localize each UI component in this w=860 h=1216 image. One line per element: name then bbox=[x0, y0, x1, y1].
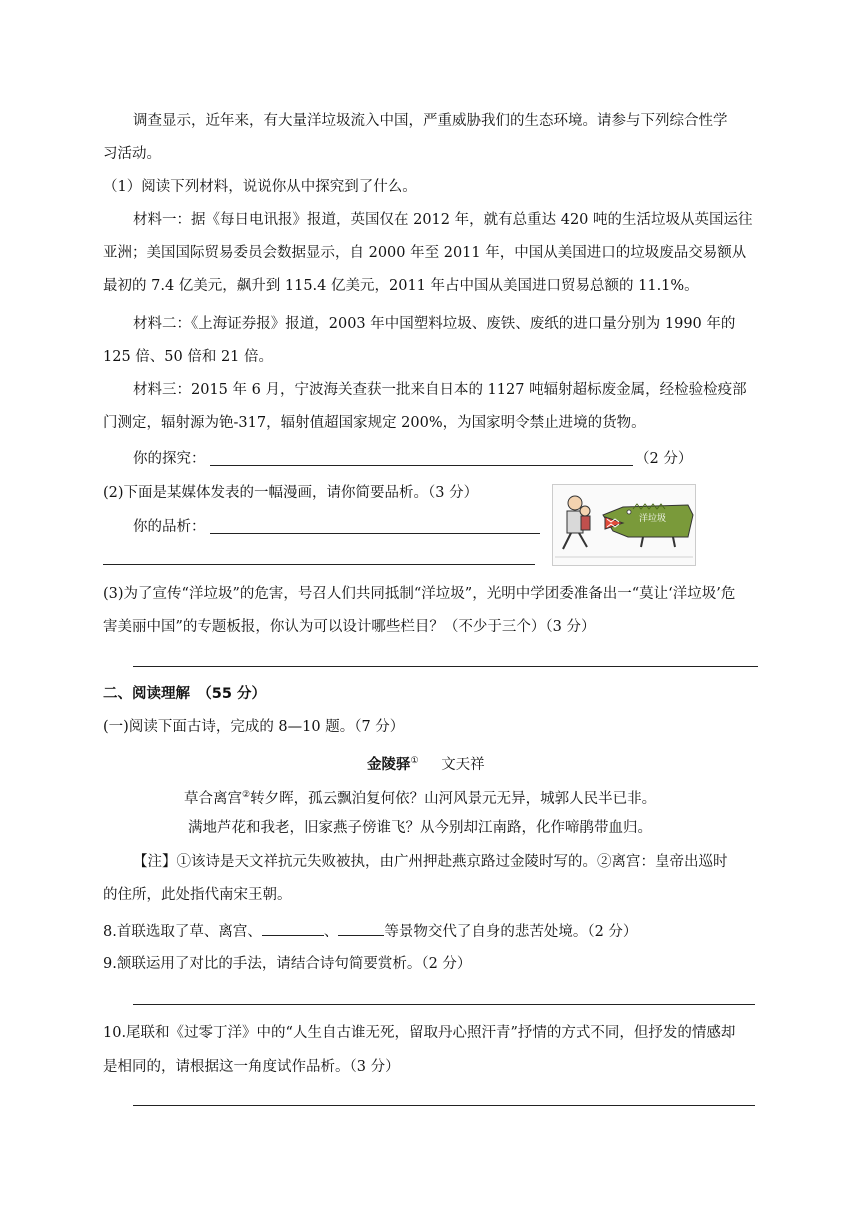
poem-line-1-a: 草合离宫 bbox=[184, 790, 242, 807]
q2-prompt: (2)下面是某媒体发表的一幅漫画，请你简要品析。（3 分） bbox=[103, 485, 479, 501]
material-3-line-1: 材料三：2015 年 6 月，宁波海关查获一批来自日本的 1127 吨辐射超标废金属，经检验检疫部 bbox=[133, 382, 747, 398]
notes-line-1: 【注】①该诗是天文祥抗元失败被执，由广州押赴燕京路过金陵时写的。②离宫：皇帝出巡时 bbox=[133, 854, 728, 870]
poem-title-note: ① bbox=[410, 756, 419, 766]
q2-answer-label: 你的品析： bbox=[133, 519, 206, 535]
cartoon-text: 洋垃圾 bbox=[639, 514, 667, 524]
q10-line-1: 10.尾联和《过零丁洋》中的“人生自古谁无死，留取丹心照汗青”抒情的方式不同，但抒发的情感却 bbox=[103, 1025, 736, 1041]
section-sub-heading: (一)阅读下面古诗，完成的 8—10 题。（7 分） bbox=[103, 719, 405, 735]
cartoon-image bbox=[552, 484, 696, 566]
section-heading: 二、阅读理解 （55 分） bbox=[103, 686, 266, 702]
material-3-line-2: 门测定，辐射源为铯-317，辐射值超国家规定 200%，为国家明令禁止进境的货物。 bbox=[103, 415, 646, 431]
q8 bbox=[103, 919, 637, 942]
poem-line-2: 满地芦花和我老，旧家燕子傍谁飞？从今别却江南路，化作啼鹃带血归。 bbox=[188, 820, 652, 836]
poem-author: 文天祥 bbox=[441, 756, 485, 773]
poem-title-line bbox=[367, 751, 485, 775]
q2-answer-line-1[interactable] bbox=[210, 533, 540, 534]
q1-answer-line[interactable] bbox=[210, 465, 633, 466]
notes-line-2: 的住所，此处指代南宋王朝。 bbox=[103, 887, 292, 903]
intro-line-2: 习活动。 bbox=[103, 146, 161, 162]
q10-answer-line[interactable] bbox=[133, 1105, 755, 1106]
q10-line-2: 是相同的，请根据这一角度试作品析。（3 分） bbox=[103, 1059, 400, 1075]
material-1-line-2: 亚洲；美国国际贸易委员会数据显示，自 2000 年至 2011 年，中国从美国进口的垃圾废品交易额从 bbox=[103, 245, 747, 261]
q3-line-2: 害美丽中国”的专题板报，你认为可以设计哪些栏目？（不少于三个）（3 分） bbox=[103, 619, 596, 635]
q1-score: （2 分） bbox=[635, 451, 693, 467]
material-1-line-3: 最初的 7.4 亿美元，飙升到 115.4 亿美元，2011 年占中国从美国进口贸易总额的 11.1%。 bbox=[103, 278, 699, 294]
q1-prompt: （1）阅读下列材料，说说你从中探究到了什么。 bbox=[103, 179, 417, 195]
poem-line-1 bbox=[184, 785, 656, 809]
q3-answer-line[interactable] bbox=[133, 666, 758, 667]
poem-line-1-note: ② bbox=[242, 790, 251, 800]
q3-line-1: (3)为了宣传“洋垃圾”的危害，号召人们共同抵制“洋垃圾”，光明中学团委准备出一“莫让‘洋垃圾’危 bbox=[103, 586, 736, 602]
material-1-line-1: 材料一：据《每日电讯报》报道，英国仅在 2012 年，就有总重达 420 吨的生活垃圾从英国运往 bbox=[133, 212, 753, 228]
q8-text-a: 8.首联选取了草、离宫、 bbox=[103, 924, 262, 940]
material-2-line-1: 材料二：《上海证券报》报道，2003 年中国塑料垃圾、废铁、废纸的进口量分别为 1990 年的 bbox=[133, 316, 736, 332]
q1-answer-label: 你的探究： bbox=[133, 451, 206, 467]
q8-blank-2[interactable] bbox=[338, 919, 384, 936]
q8-text-c: 等景物交代了自身的悲苦处境。（2 分） bbox=[384, 924, 638, 940]
intro-line-1: 调查显示，近年来，有大量洋垃圾流入中国，严重威胁我们的生态环境。请参与下列综合性学 bbox=[133, 113, 728, 129]
q9-text: 9.颔联运用了对比的手法，请结合诗句简要赏析。（2 分） bbox=[103, 956, 472, 972]
q2-answer-line-2[interactable] bbox=[103, 564, 535, 565]
poem-line-1-b: 转夕晖，孤云飘泊复何依？山河风景元无异，城郭人民半已非。 bbox=[250, 790, 657, 807]
q8-text-b: 、 bbox=[323, 924, 339, 940]
q8-blank-1[interactable] bbox=[262, 919, 324, 936]
material-2-line-2: 125 倍、50 倍和 21 倍。 bbox=[103, 349, 274, 365]
q9-answer-line[interactable] bbox=[133, 1004, 755, 1005]
poem-title: 金陵驿 bbox=[367, 756, 411, 773]
